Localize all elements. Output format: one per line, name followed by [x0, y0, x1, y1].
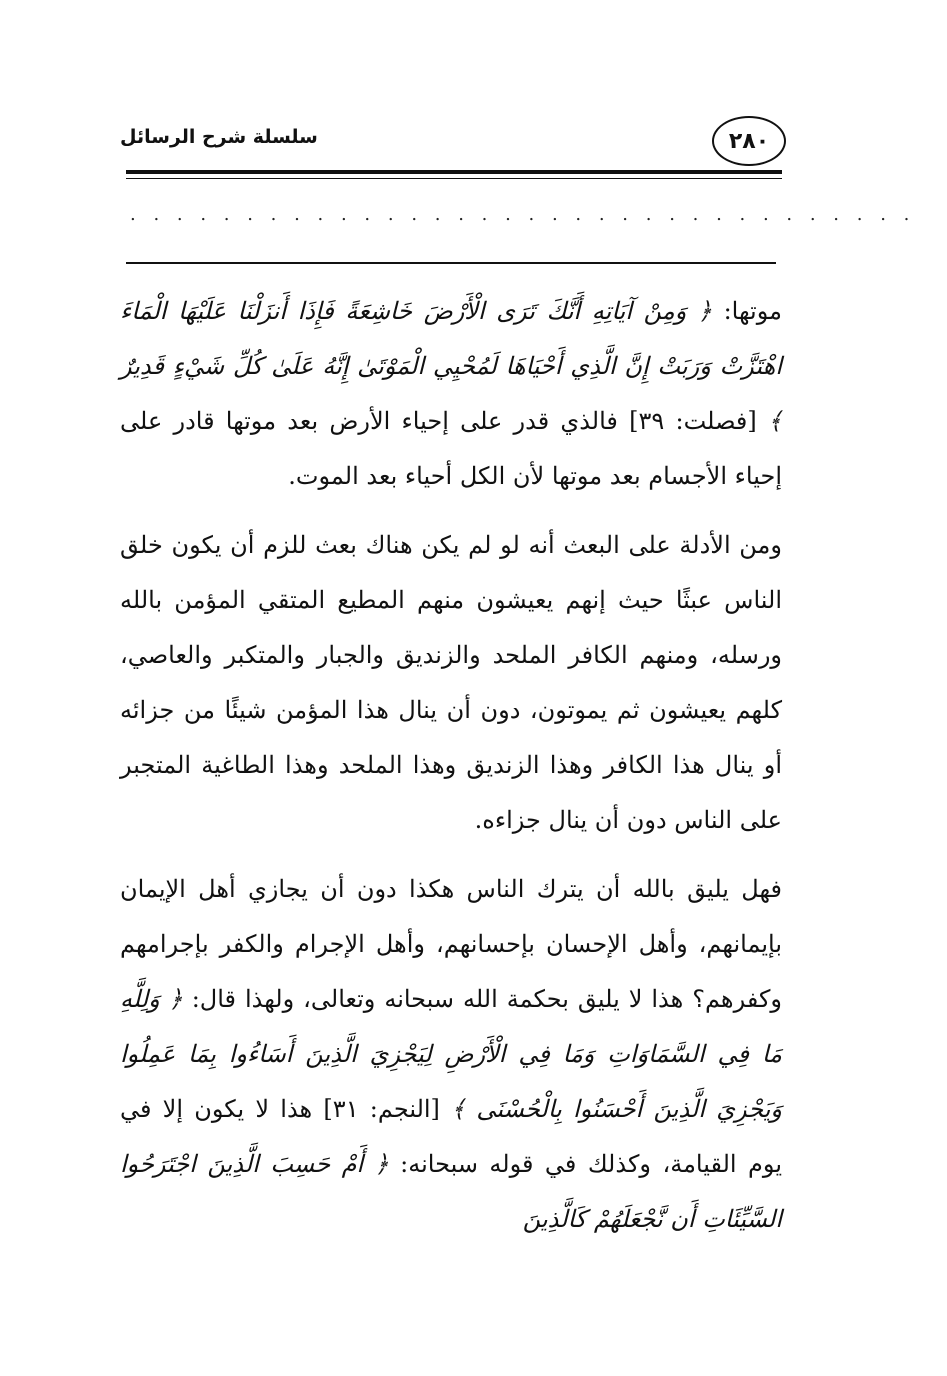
running-title: سلسلة شرح الرسائل — [120, 126, 318, 148]
paragraph-3 — [120, 862, 782, 1247]
header-rule-thin — [126, 178, 782, 179]
paragraph-text: [فصلت: ٣٩] فالذي قدر على إحياء الأرض بعد موتها قادر على إحياء الأجسام بعد موتها لأن الكل أحياء بعد الموت. — [120, 407, 782, 490]
paragraph-1 — [120, 284, 782, 504]
paragraph-text: ومن الأدلة على البعث أنه لو لم يكن هناك بعث للزم أن يكون خلق الناس عبثًا حيث إنهم يعيشون منهم المطيع المتقي المؤمن بالله ورسله، ومنهم الكافر الملحد والزنديق والجبار والمتكبر والعاصي، كلهم يعيشون ثم يموتون، دون أن ينال هذا المؤمن شيئًا من جزائه أو ينال هذا الكافر وهذا الزنديق وهذا الملحد وهذا الطاغية المتجبر على الناس دون أن ينال جزاءه. — [120, 531, 782, 834]
ellipsis-separator: . . . . . . . . . . . . . . . . . . . . . . . . . . . . . . . . . . — [130, 204, 916, 225]
paragraph-text: موتها: — [711, 297, 782, 325]
paragraph-text: فهل يليق بالله أن يترك الناس هكذا دون أن يجازي أهل الإيمان بإيمانهم، وأهل الإحسان بإحسانهم، وأهل الإجرام والكفر بإجرامهم وكفرهم؟ هذا لا يليق بحكمة الله سبحانه وتعالى، ولهذا قال: — [120, 875, 782, 1013]
section-rule — [126, 262, 776, 264]
page-number — [712, 116, 786, 166]
header-rule-thick — [126, 170, 782, 174]
quran-verse: ﴿ وَمِنْ آيَاتِهِ أَنَّكَ تَرَى الْأَرْضَ خَاشِعَةً فَإِذَا أَنزَلْنَا عَلَيْهَا الْمَاءَ اهْتَزَّتْ وَرَبَتْ إِنَّ الَّذِي أَحْيَاهَا لَمُحْيِي الْمَوْتَىٰ إِنَّهُ عَلَىٰ كُلِّ شَيْءٍ قَدِيرٌ ﴾ — [120, 297, 782, 435]
quran-verse: ﴿ وَلِلَّهِ مَا فِي السَّمَاوَاتِ وَمَا فِي الْأَرْضِ لِيَجْزِيَ الَّذِينَ أَسَاءُوا بِمَا عَمِلُوا وَيَجْزِيَ الَّذِينَ أَحْسَنُوا بِالْحُسْنَى ﴾ — [120, 985, 782, 1123]
paragraph-2 — [120, 518, 782, 848]
page-number-text: ٢٨٠ — [728, 128, 770, 154]
body-text — [120, 284, 782, 1247]
paragraph-text: [النجم: ٣١] هذا لا يكون إلا في يوم القيامة، وكذلك في قوله سبحانه: — [120, 1095, 782, 1178]
quran-verse: ﴿ أَمْ حَسِبَ الَّذِينَ اجْتَرَحُوا السَّيِّئَاتِ أَن نَّجْعَلَهُمْ كَالَّذِينَ — [120, 1150, 782, 1233]
